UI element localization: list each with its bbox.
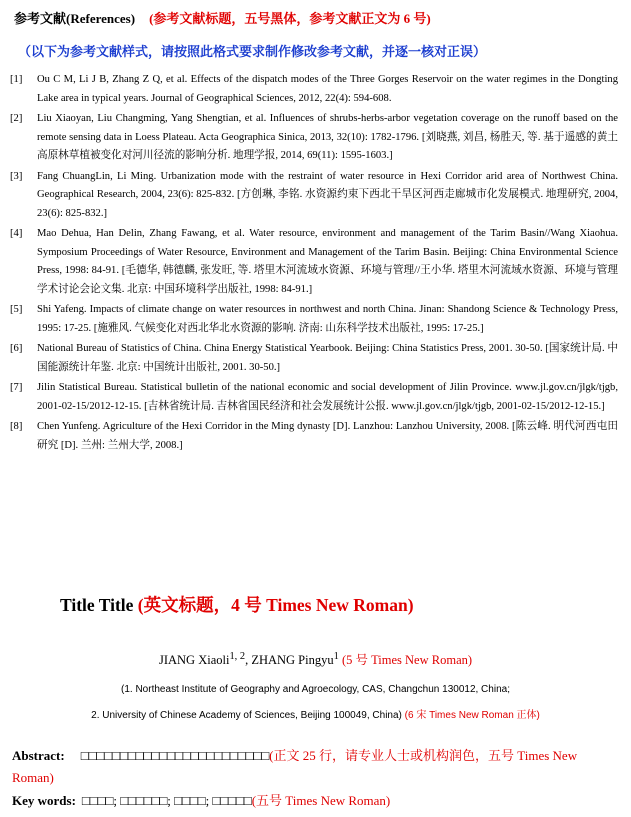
abstract-note: (正文 25 行，请专业人士或机构润色，五号 Times New Roman) [12, 748, 578, 785]
reference-number: [5] [10, 304, 23, 315]
reference-text: Chen Yunfeng. Agriculture of the Hexi Corridor in the Ming dynasty [D]. Lanzhou: Lanzhou University, 2008. [陈云峰. 明代河西屯田研究 [D]. 兰州: 兰州大学, 2008.] [37, 421, 618, 451]
reference-number: [7] [10, 382, 23, 393]
reference-text: Jilin Statistical Bureau. Statistical bulletin of the national economic and social development of Jilin Province. www.jl.gov.cn/jlgk/tjgb, 2001-02-15/2012-12-15. [吉林省统计局. 吉林省国民经济和社会发展统计公报. www.jl.gov.cn/jlgk/tjgb, 2001-02-15/2012-12-15.] [37, 382, 618, 412]
reference-item [10, 418, 618, 455]
reference-text: Ou C M, Li J B, Zhang Z Q, et al. Effects of the dispatch modes of the Three Gorges Reservoir on the water regimes in the Dongting Lake area in typical years. Journal of Geographical Sciences, 2012, 22(4): 594-608. [37, 74, 618, 104]
affiliation-1: (1. Northeast Institute of Geography and Agroecology, CAS, Changchun 130012, China; [121, 684, 510, 695]
references-heading-text: 参考文献(References) [14, 11, 136, 26]
reference-text: Fang ChuangLin, Li Ming. Urbanization mode with the restraint of water resource in Hexi Corridor arid area of Northwest China. Geographical Research, 2004, 23(6): 825-832. [方创琳, 李铭. 水资源约束下西北干旱区河西走廊城市化发展模式. 地理研究, 2004, 23(6): 825-832.] [37, 170, 618, 219]
references-style-note: （以下为参考文献样式，请按照此格式要求制作修改参考文献，并逐一核对正误） [18, 44, 487, 59]
abstract [12, 745, 618, 789]
reference-item [10, 110, 618, 166]
reference-number: [6] [10, 343, 23, 354]
reference-text: Mao Dehua, Han Delin, Zhang Fawang, et al. Water resource, environment and management of the Tarim Basin//Wang Xiaohua. Symposium Proceedings of Water Resource, Environment and Management of the Tarim Basin. Beijing: China Environmental Science Press, 1998: 84-91. [毛德华, 韩德麟, 张发旺, 等. 塔里木河流域水资源、环境与管理//王小华. 塔里木河流域水资源、环境与管理学术讨论会论文集. 北京: 中国环境科学出版社, 1998: 84-91.] [37, 228, 618, 295]
keywords-label: Key words: [12, 793, 76, 808]
author-name: JIANG Xiaoli [158, 653, 230, 667]
abstract-label: Abstract: [12, 748, 65, 763]
keywords [12, 790, 618, 812]
keywords-placeholder: □□□□; □□□□□□; □□□□; □□□□□ [81, 793, 252, 808]
author-line [0, 650, 631, 668]
reference-item [10, 71, 618, 108]
reference-number: [1] [10, 74, 23, 85]
paper-title [60, 592, 414, 617]
reference-item [10, 168, 618, 224]
author-superscript: 1, 2 [229, 650, 246, 662]
reference-text: Shi Yafeng. Impacts of climate change on water resources in northwest and north China. Jinan: Shandong Science & Technology Press, 1995: 17-25. [施雅风. 气候变化对西北华北水资源的影响. 济南: 山东科学技术出版社, 1995: 17-25.] [37, 304, 618, 334]
author-name: , ZHANG Pingyu [245, 653, 334, 667]
reference-item [10, 301, 618, 338]
references-heading [14, 8, 431, 27]
reference-number: [8] [10, 421, 23, 432]
reference-number: [2] [10, 113, 23, 124]
keywords-note: (五号 Times New Roman) [251, 793, 391, 808]
affiliation-2-text: 2. University of Chinese Academy of Sciences, Beijing 100049, China) [91, 710, 402, 721]
affiliation-note: (6 宋 Times New Roman 正体) [401, 710, 540, 721]
author-superscript: 1 [333, 650, 339, 662]
paper-title-note: (英文标题，4 号 Times New Roman) [137, 595, 414, 615]
reference-item [10, 379, 618, 416]
paper-title-text: Title Title [60, 595, 138, 615]
reference-item [10, 340, 618, 377]
affiliation-2 [0, 706, 631, 721]
authors-note: (5 号 Times New Roman) [338, 653, 473, 667]
reference-number: [4] [10, 228, 23, 239]
reference-number: [3] [10, 170, 23, 182]
reference-item [10, 225, 618, 299]
reference-text: National Bureau of Statistics of China. China Energy Statistical Yearbook. Beijing: China Statistics Press, 2001. 30-50. [国家统计局. 中国能源统计年鉴. 北京: 中国统计出版社, 2001. 30-50.] [37, 343, 618, 373]
abstract-placeholder: □□□□□□□□□□□□□□□□□□□□□□□□ [80, 748, 270, 763]
reference-list [10, 71, 618, 457]
reference-text: Liu Xiaoyan, Liu Changming, Yang Shengtian, et al. Influences of shrubs-herbs-arbor vegetation coverage on the runoff based on the remote sensing data in Loess Plateau. Acta Geographica Sinica, 2013, 32(10): 1782-1796. [刘晓燕, 刘昌, 杨胜天, 等. 基于遥感的黄土高原林草植被变化对河川径流的影响分析. 地理学报, 2014, 69(11): 1595-1603.] [37, 113, 618, 161]
references-heading-note: (参考文献标题，五号黑体，参考文献正文为 6 号) [149, 11, 431, 26]
